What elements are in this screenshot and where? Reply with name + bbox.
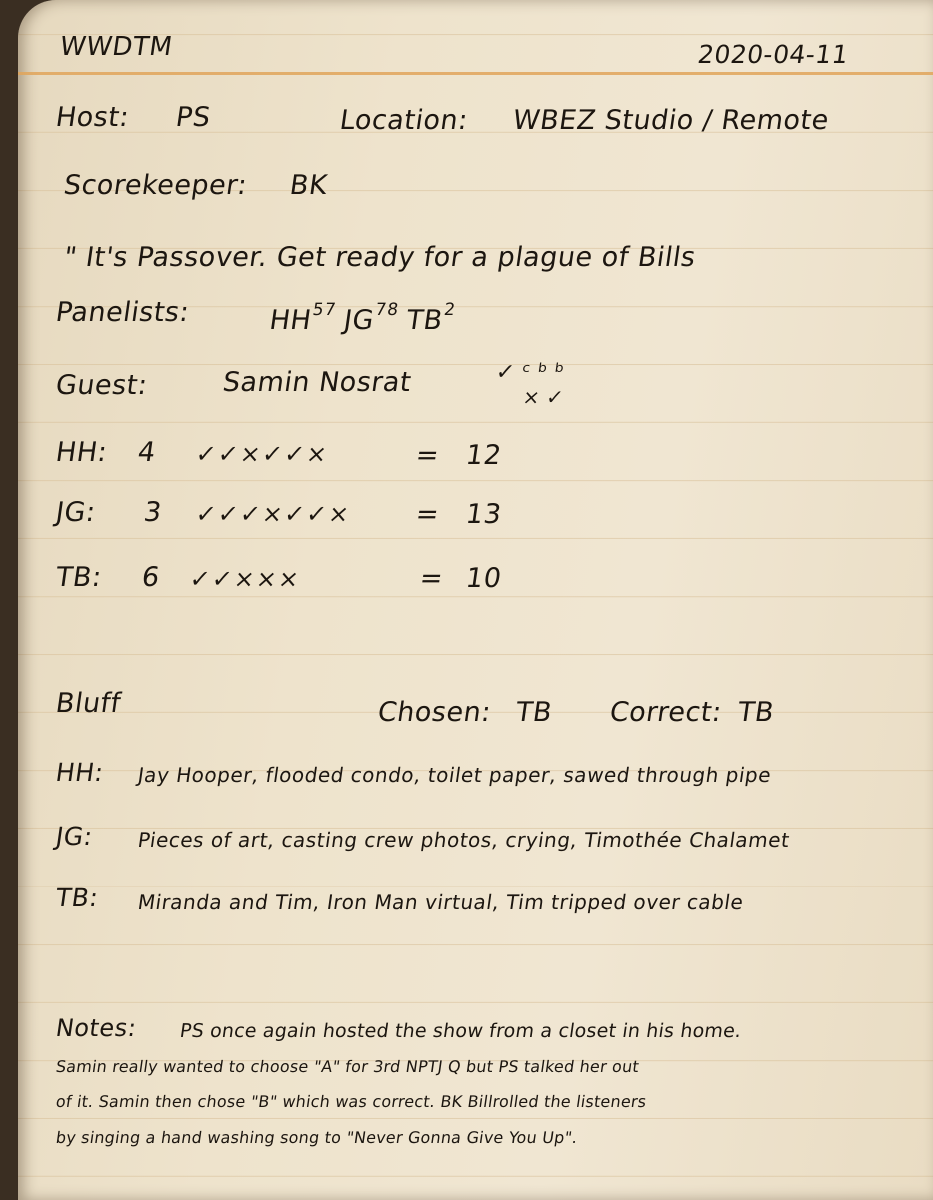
bluff-chosen-value: TB bbox=[513, 697, 555, 728]
panelist-hh: HH bbox=[267, 305, 314, 336]
panelists-label: Panelists: bbox=[53, 297, 192, 328]
location-value: WBEZ Studio / Remote bbox=[510, 105, 831, 136]
score-tb-panelist: TB: bbox=[53, 562, 104, 593]
panelist-hh-score: 57 bbox=[311, 300, 338, 320]
panelist-jg-score: 78 bbox=[373, 300, 401, 320]
opening-quote: " It's Passover. Get ready for a plague of Bills bbox=[61, 242, 698, 273]
score-hh-eq: = bbox=[413, 440, 442, 471]
score-hh-marks: ✓✓×✓✓× bbox=[194, 440, 331, 468]
page-title: WWDTM bbox=[57, 32, 175, 62]
host-value: PS bbox=[173, 102, 213, 133]
bluff-story-tb-text: Miranda and Tim, Iron Man virtual, Tim tripped over cable bbox=[136, 890, 746, 914]
notes-line-4: by singing a hand washing song to "Never Gonna Give You Up". bbox=[54, 1128, 579, 1147]
guest-marks-bottom: × ✓ bbox=[521, 385, 566, 409]
score-jg-start: 3 bbox=[141, 497, 164, 528]
notes-line-1: PS once again hosted the show from a closet in his home. bbox=[178, 1020, 743, 1042]
score-jg-panelist: JG: bbox=[53, 497, 98, 528]
score-tb-eq: = bbox=[417, 563, 446, 594]
guest-name: Samin Nosrat bbox=[220, 367, 414, 398]
score-hh-total: 12 bbox=[463, 440, 504, 471]
bluff-label: Bluff bbox=[53, 688, 123, 719]
bluff-story-hh-text: Jay Hooper, flooded condo, toilet paper, sawed through pipe bbox=[136, 763, 773, 787]
panelist-tb-score: 2 bbox=[442, 300, 458, 320]
score-hh-panelist: HH: bbox=[53, 437, 110, 468]
bluff-story-hh-panelist: HH: bbox=[53, 758, 106, 787]
score-jg-eq: = bbox=[413, 499, 442, 530]
notes-label: Notes: bbox=[54, 1014, 139, 1042]
notes-line-3: of it. Samin then chose "B" which was correct. BK Billrolled the listeners bbox=[54, 1092, 648, 1111]
scorekeeper-label: Scorekeeper: bbox=[61, 170, 250, 201]
score-tb-total: 10 bbox=[463, 563, 504, 594]
notebook-page bbox=[18, 0, 933, 1200]
notes-line-2: Samin really wanted to choose "A" for 3rd NPTJ Q but PS talked her out bbox=[54, 1057, 641, 1076]
bluff-correct-label: Correct: bbox=[607, 697, 724, 728]
scorekeeper-value: BK bbox=[287, 170, 330, 201]
bluff-correct-value: TB bbox=[735, 697, 777, 728]
score-hh-start: 4 bbox=[135, 437, 158, 468]
panelists-list bbox=[267, 300, 457, 336]
panelist-jg: JG bbox=[341, 305, 377, 336]
score-jg-marks: ✓✓✓×✓✓× bbox=[194, 500, 353, 528]
score-tb-start: 6 bbox=[139, 562, 162, 593]
guest-label: Guest: bbox=[53, 370, 150, 401]
score-tb-marks: ✓✓××× bbox=[188, 565, 303, 593]
score-jg-total: 13 bbox=[463, 499, 504, 530]
host-label: Host: bbox=[53, 102, 132, 133]
panelist-tb: TB bbox=[404, 305, 445, 336]
bluff-chosen-label: Chosen: bbox=[375, 697, 494, 728]
location-label: Location: bbox=[337, 105, 470, 136]
bluff-story-jg-text: Pieces of art, casting crew photos, crying, Timothée Chalamet bbox=[136, 828, 792, 852]
guest-marks-top: ✓ ᶜ ᵇ ᵇ bbox=[494, 360, 566, 385]
page-date: 2020-04-11 bbox=[695, 40, 851, 69]
bluff-story-tb-panelist: TB: bbox=[53, 883, 101, 912]
bluff-story-jg-panelist: JG: bbox=[53, 822, 95, 851]
